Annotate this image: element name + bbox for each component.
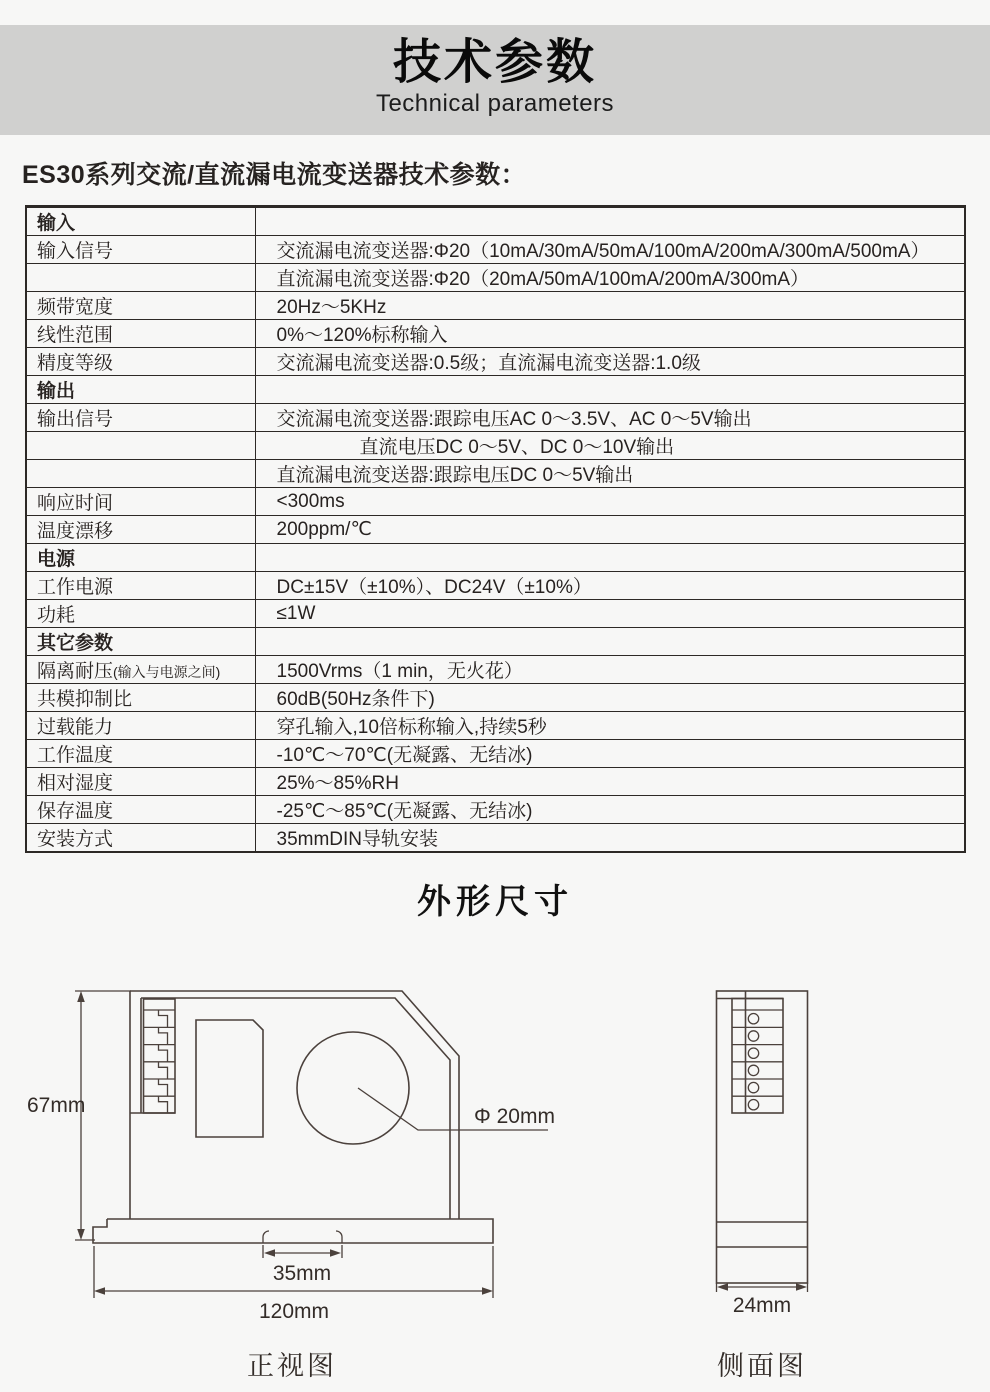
- spec-value-cell: 20Hz～5KHz: [255, 292, 965, 320]
- spec-value-cell: -10℃～70℃(无凝露、无结冰): [255, 740, 965, 768]
- front-base: [93, 1219, 493, 1243]
- spec-table-row: [26, 376, 965, 404]
- spec-label-cell: 输出信号: [26, 404, 255, 432]
- spec-label-cell: 输入: [26, 207, 255, 236]
- spec-label-cell: 频带宽度: [26, 292, 255, 320]
- spec-label-note: (输入与电源之间): [113, 664, 221, 680]
- spec-table-row: [26, 656, 965, 684]
- spec-table-row: [26, 572, 965, 600]
- spec-value-cell: 交流漏电流变送器:跟踪电压AC 0～3.5V、AC 0～5V输出: [255, 404, 965, 432]
- spec-table-row: [26, 768, 965, 796]
- front-terminal-block: [144, 999, 176, 1113]
- spec-value-cell: 直流漏电流变送器:Φ20（20mA/50mA/100mA/200mA/300mA）: [255, 264, 965, 292]
- series-intro-heading: ES30系列交流/直流漏电流变送器技术参数：: [22, 161, 527, 189]
- spec-value-cell: 0%～120%标称输入: [255, 320, 965, 348]
- terminal-screw-icon: [748, 1065, 758, 1075]
- spec-table-container: [25, 205, 966, 853]
- spec-label-cell: 过载能力: [26, 712, 255, 740]
- front-hole-label: Φ 20mm: [474, 1105, 555, 1128]
- spec-table-row: [26, 432, 965, 460]
- spec-value-cell: 35mmDIN导轨安装: [255, 824, 965, 853]
- spec-table-row: [26, 516, 965, 544]
- side-view-caption: 侧面图: [717, 1351, 807, 1381]
- spec-label-cell: 功耗: [26, 600, 255, 628]
- spec-table-row: [26, 404, 965, 432]
- spec-table-row: [26, 348, 965, 376]
- side-view-drawing: [717, 991, 808, 1381]
- front-view-drawing: [27, 991, 555, 1381]
- spec-value-cell: 25%～85%RH: [255, 768, 965, 796]
- terminal-screw-icon: [748, 1048, 758, 1058]
- spec-label-cell: 温度漂移: [26, 516, 255, 544]
- spec-table-row: [26, 740, 965, 768]
- spec-table: [25, 205, 966, 853]
- spec-value-cell: 1500Vrms（1 min，无火花）: [255, 656, 965, 684]
- spec-table-row: [26, 460, 965, 488]
- spec-table-row: [26, 207, 965, 236]
- spec-label-cell: 工作温度: [26, 740, 255, 768]
- spec-table-row: [26, 712, 965, 740]
- spec-table-row: [26, 684, 965, 712]
- spec-value-cell: -25℃～85℃(无凝露、无结冰): [255, 796, 965, 824]
- spec-label-cell: 隔离耐压(输入与电源之间): [26, 656, 255, 684]
- spec-value-cell: [255, 376, 965, 404]
- spec-value-cell: 交流漏电流变送器:0.5级；直流漏电流变送器:1.0级: [255, 348, 965, 376]
- spec-value-cell: [255, 207, 965, 236]
- front-inner-rectangle: [196, 1020, 263, 1137]
- spec-table-row: [26, 264, 965, 292]
- front-height-label: 67mm: [27, 1094, 86, 1117]
- spec-label-cell: [26, 264, 255, 292]
- spec-table-row: [26, 236, 965, 264]
- terminal-screw-icon: [748, 1082, 758, 1092]
- terminal-screw-icon: [748, 1100, 758, 1110]
- side-terminal-block: [732, 999, 783, 1114]
- spec-value-cell: 60dB(50Hz条件下): [255, 684, 965, 712]
- spec-value-cell: 直流电压DC 0～5V、DC 0～10V输出: [255, 432, 965, 460]
- front-rail-label: 35mm: [272, 1262, 332, 1285]
- spec-value-cell: [255, 628, 965, 656]
- spec-label-cell: 保存温度: [26, 796, 255, 824]
- front-hole-circle: [297, 1032, 409, 1144]
- spec-label-cell: 工作电源: [26, 572, 255, 600]
- spec-label-cell: 输入信号: [26, 236, 255, 264]
- spec-label-cell: 输出: [26, 376, 255, 404]
- front-height-dimension: [27, 991, 131, 1240]
- spec-value-cell: 穿孔输入,10倍标称输入,持续5秒: [255, 712, 965, 740]
- spec-table-body: [26, 207, 965, 853]
- spec-label-cell: [26, 432, 255, 460]
- spec-value-cell: DC±15V（±10%）、DC24V（±10%）: [255, 572, 965, 600]
- spec-label-cell: 安装方式: [26, 824, 255, 853]
- spec-value-cell: 交流漏电流变送器:Φ20（10mA/30mA/50mA/100mA/200mA/300mA/500mA）: [255, 236, 965, 264]
- side-width-label: 24mm: [732, 1294, 792, 1317]
- terminal-screw-icon: [748, 1031, 758, 1041]
- front-view-caption: 正视图: [247, 1351, 337, 1381]
- page-subtitle: Technical parameters: [375, 90, 615, 117]
- spec-label-cell: 精度等级: [26, 348, 255, 376]
- terminal-screw-icon: [748, 1014, 758, 1024]
- front-body-outline: [130, 991, 459, 1219]
- side-body-outline: [717, 991, 808, 1283]
- spec-table-row: [26, 796, 965, 824]
- outline-dimensions-heading: 外形尺寸: [417, 883, 573, 921]
- spec-table-row: [26, 600, 965, 628]
- spec-table-row: [26, 544, 965, 572]
- spec-value-cell: ≤1W: [255, 600, 965, 628]
- front-hole-dimension: [358, 1088, 555, 1130]
- spec-value-cell: 200ppm/℃: [255, 516, 965, 544]
- dimension-drawings: [0, 950, 990, 1392]
- front-rail-dimension: [263, 1245, 342, 1285]
- spec-table-row: [26, 292, 965, 320]
- page-title: 技术参数: [392, 36, 597, 89]
- spec-label-cell: 电源: [26, 544, 255, 572]
- spec-value-cell: [255, 544, 965, 572]
- spec-table-row: [26, 488, 965, 516]
- spec-table-row: [26, 628, 965, 656]
- spec-table-row: [26, 824, 965, 853]
- spec-value-cell: 直流漏电流变送器:跟踪电压DC 0～5V输出: [255, 460, 965, 488]
- title-banner: [0, 25, 990, 135]
- spec-label-cell: 其它参数: [26, 628, 255, 656]
- spec-label-cell: 响应时间: [26, 488, 255, 516]
- spec-table-row: [26, 320, 965, 348]
- side-width-dimension: [717, 1283, 808, 1317]
- spec-label-cell: 相对湿度: [26, 768, 255, 796]
- spec-label-cell: 线性范围: [26, 320, 255, 348]
- spec-label-cell: [26, 460, 255, 488]
- spec-value-cell: <300ms: [255, 488, 965, 516]
- spec-label-cell: 共模抑制比: [26, 684, 255, 712]
- front-width-label: 120mm: [258, 1300, 330, 1323]
